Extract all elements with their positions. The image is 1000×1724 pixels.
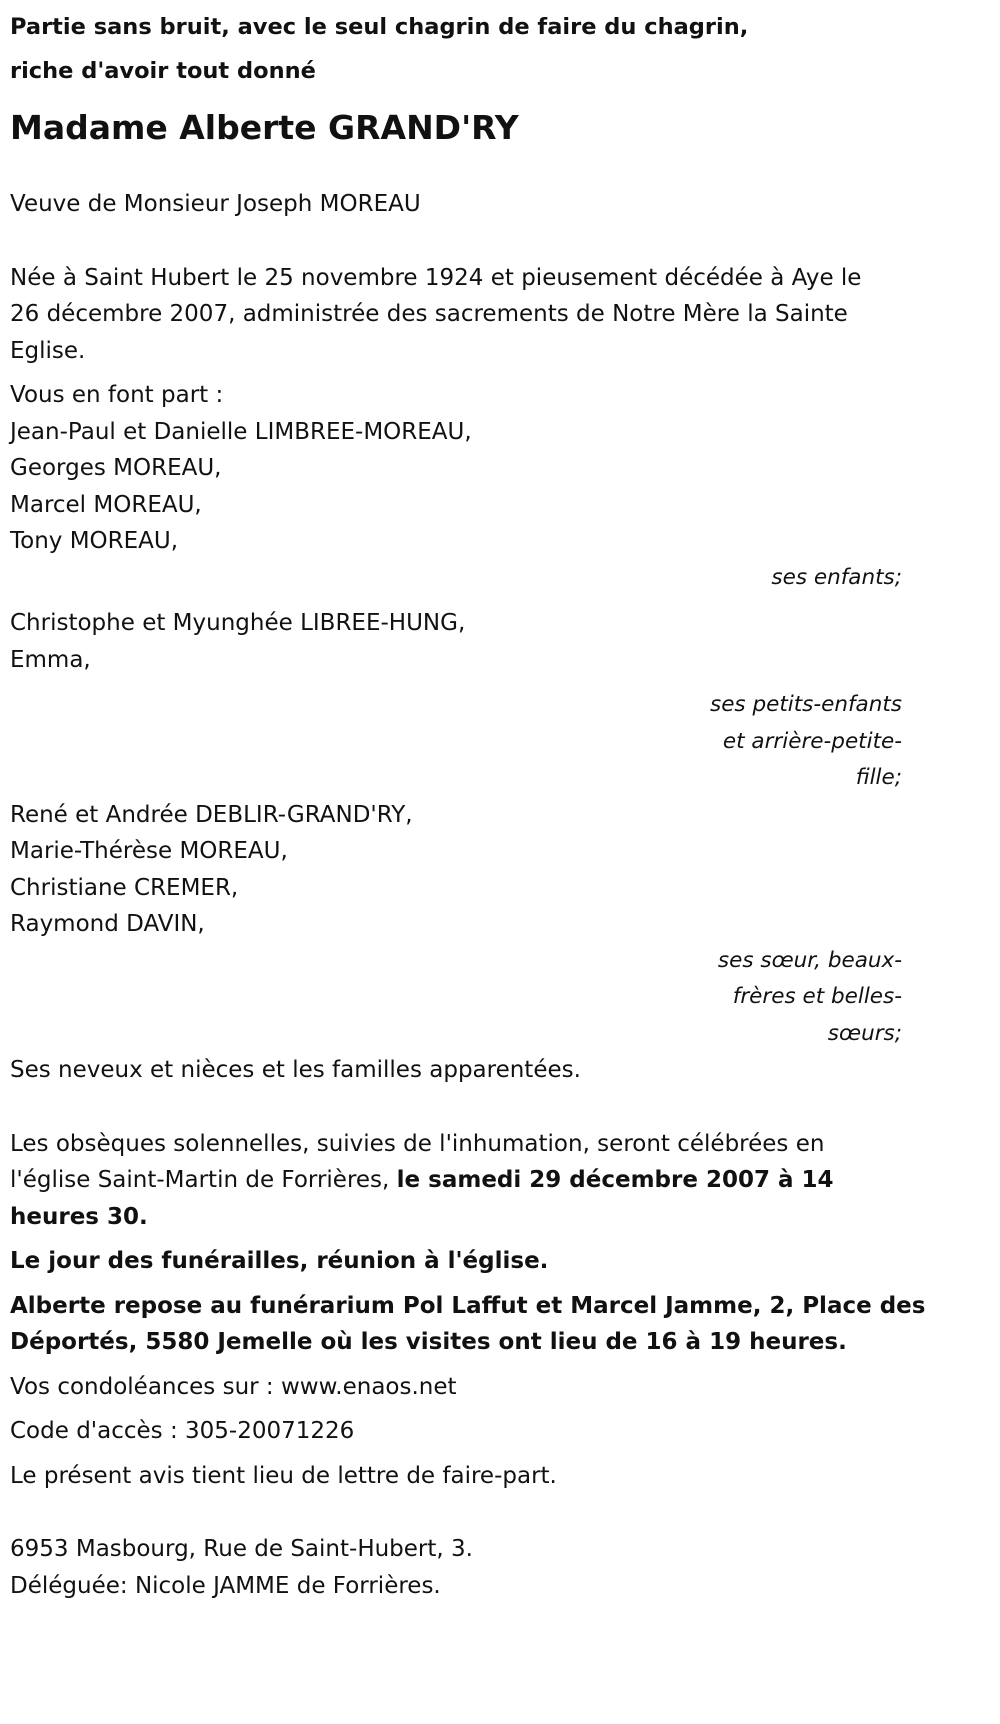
- visitation-line-1: Alberte repose au funérarium Pol Laffut et Marcel Jamme, 2, Place des: [10, 1292, 926, 1319]
- siblings-list: [10, 797, 902, 943]
- list-item: Emma,: [10, 646, 91, 673]
- children-list: [10, 414, 902, 560]
- children-relation: ses enfants;: [771, 564, 902, 590]
- list-item: Jean-Paul et Danielle LIMBREE-MOREAU,: [10, 418, 472, 445]
- list-item: Christophe et Myunghée LIBREE-HUNG,: [10, 610, 466, 636]
- motto-line-1: Partie sans bruit, avec le seul chagrin de faire du chagrin,: [10, 14, 749, 40]
- birth-death-line-3: Eglise.: [10, 337, 86, 364]
- funeral-line-1: Les obsèques solennelles, suivies de l'inhumation, seront célébrées en: [10, 1130, 825, 1157]
- list-item: Georges MOREAU,: [10, 455, 222, 481]
- list-item: Marcel MOREAU,: [10, 491, 202, 518]
- grandchildren-list: [10, 605, 902, 678]
- list-item: Marie-Thérèse MOREAU,: [10, 838, 288, 864]
- funeral-date: le samedi 29 décembre 2007 à 14: [396, 1167, 834, 1193]
- funeral-paragraph: [10, 1126, 902, 1236]
- relation-line: fille;: [855, 765, 902, 790]
- footer-address: 6953 Masbourg, Rue de Saint-Hubert, 3.: [10, 1536, 473, 1562]
- notice-statement: Le présent avis tient lieu de lettre de faire-part.: [10, 1462, 557, 1489]
- extended-family: Ses neveux et nièces et les familles apparentées.: [10, 1057, 581, 1083]
- birth-death-line-2: 26 décembre 2007, administrée des sacrements de Notre Mère la Sainte: [10, 301, 848, 327]
- footer-delegate: Déléguée: Nicole JAMME de Forrières.: [10, 1572, 441, 1599]
- list-item: René et Andrée DEBLIR-GRAND'RY,: [10, 801, 413, 828]
- condolences-site: Vos condoléances sur : www.enaos.net: [10, 1373, 457, 1400]
- obituary-notice: [10, 0, 926, 1604]
- relation-line: ses petits-enfants: [710, 692, 902, 717]
- access-code: Code d'accès : 305-20071226: [10, 1418, 355, 1444]
- deceased-name: Madame Alberte GRAND'RY: [10, 108, 519, 147]
- visitation-line-2: Déportés, 5580 Jemelle où les visites ont lieu de 16 à 19 heures.: [10, 1329, 847, 1355]
- siblings-relation: [10, 943, 902, 1053]
- list-item: Tony MOREAU,: [10, 528, 179, 554]
- funeral-line-2: [10, 1162, 902, 1199]
- relation-line: sœurs;: [827, 1020, 902, 1046]
- motto-line-2: riche d'avoir tout donné: [10, 58, 316, 84]
- relation-line: et arrière-petite-: [722, 728, 902, 754]
- list-item: Raymond DAVIN,: [10, 911, 205, 937]
- birth-death-line-1: Née à Saint Hubert le 25 novembre 1924 et pieusement décédée à Aye le: [10, 264, 862, 291]
- funeral-meeting: Le jour des funérailles, réunion à l'église.: [10, 1248, 549, 1274]
- visitation-paragraph: [10, 1288, 926, 1361]
- relation-line: ses sœur, beaux-: [717, 947, 902, 973]
- funeral-church: l'église Saint-Martin de Forrières,: [10, 1167, 397, 1193]
- list-item: Christiane CREMER,: [10, 874, 239, 901]
- birth-death-paragraph: [10, 260, 902, 370]
- relation-line: frères et belles-: [732, 984, 902, 1009]
- announcers-heading: Vous en font part :: [10, 382, 224, 408]
- funeral-time: heures 30.: [10, 1203, 148, 1230]
- grandchildren-relation: [10, 687, 902, 797]
- footer: [10, 1531, 902, 1604]
- widow-of: Veuve de Monsieur Joseph MOREAU: [10, 191, 421, 217]
